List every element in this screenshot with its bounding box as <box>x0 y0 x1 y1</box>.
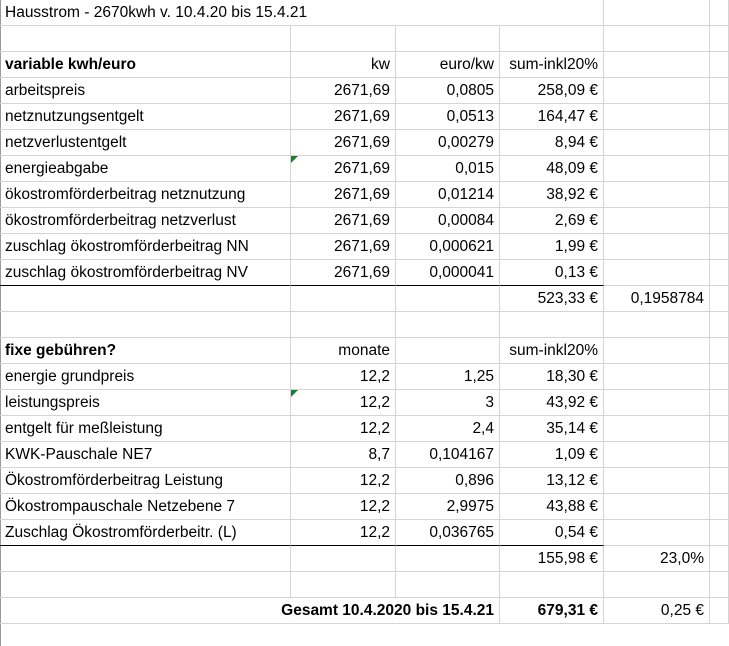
fixed-row <box>0 442 729 468</box>
cell-total-row-col4[interactable]: 0,25 € <box>604 598 710 624</box>
empty-row <box>0 312 729 338</box>
empty-cell[interactable] <box>396 26 500 52</box>
empty-cell[interactable] <box>500 572 604 598</box>
empty-cell[interactable] <box>291 0 396 26</box>
empty-cell[interactable] <box>604 338 710 364</box>
cell-fixed-row-col1[interactable]: 12,2 <box>291 390 396 416</box>
fixed-row <box>0 364 729 390</box>
cell-fixed-row-col2[interactable]: 0,104167 <box>396 442 500 468</box>
empty-cell[interactable] <box>291 26 396 52</box>
cell-variable-row-col1[interactable]: 2671,69 <box>291 208 396 234</box>
empty-cell[interactable] <box>291 286 396 312</box>
cell-fixed-header-row-col3[interactable]: sum-inkl20% <box>500 338 604 364</box>
empty-cell[interactable] <box>396 338 500 364</box>
cell-variable-row-col3[interactable]: 258,09 € <box>500 78 604 104</box>
fixed-row <box>0 520 729 546</box>
cell-variable-header-row-col2[interactable]: euro/kw <box>396 52 500 78</box>
cell-fixed-row-col3[interactable]: 13,12 € <box>500 468 604 494</box>
empty-cell[interactable] <box>604 390 710 416</box>
empty-cell[interactable] <box>710 52 729 78</box>
cell-variable-row-col0[interactable]: arbeitspreis <box>0 78 291 104</box>
empty-cell[interactable] <box>604 312 710 338</box>
cell-variable-row-col2[interactable]: 0,00279 <box>396 130 500 156</box>
empty-cell[interactable] <box>396 546 500 572</box>
variable-row <box>0 130 729 156</box>
cell-fixed-row-col2[interactable]: 0,896 <box>396 468 500 494</box>
cell-variable-row-col0[interactable]: ökostromförderbeitrag netzverlust <box>0 208 291 234</box>
empty-cell[interactable] <box>396 312 500 338</box>
cell-fixed-row-col0[interactable]: Zuschlag Ökostromförderbeitr. (L) <box>0 520 291 546</box>
cell-fixed-row-col3[interactable]: 1,09 € <box>500 442 604 468</box>
total-row <box>0 598 729 624</box>
cell-fixed-row-col0[interactable]: entgelt für meßleistung <box>0 416 291 442</box>
empty-cell[interactable] <box>604 520 710 546</box>
cell-variable-row-col2[interactable]: 0,0805 <box>396 78 500 104</box>
empty-cell[interactable] <box>396 286 500 312</box>
cell-variable-row-col0[interactable]: energieabgabe <box>0 156 291 182</box>
variable-row <box>0 234 729 260</box>
cell-variable-header-row-col0[interactable]: variable kwh/euro <box>0 52 291 78</box>
cell-variable-row-col3[interactable]: 8,94 € <box>500 130 604 156</box>
cell-total-row-col2[interactable]: Gesamt 10.4.2020 bis 15.4.21 <box>396 598 500 624</box>
cell-fixed-header-row-col1[interactable]: monate <box>291 338 396 364</box>
empty-cell[interactable] <box>710 234 729 260</box>
fixed-header-row <box>0 338 729 364</box>
empty-cell[interactable] <box>396 572 500 598</box>
empty-cell[interactable] <box>710 208 729 234</box>
cell-fixed-row-col3[interactable]: 43,88 € <box>500 494 604 520</box>
cell-variable-row-col2[interactable]: 0,015 <box>396 156 500 182</box>
cell-variable-row-col3[interactable]: 0,13 € <box>500 260 604 286</box>
empty-row <box>0 572 729 598</box>
fixed-row <box>0 494 729 520</box>
variable-row <box>0 260 729 286</box>
cell-fixed-row-col1[interactable]: 12,2 <box>291 520 396 546</box>
cell-variable-row-col1[interactable]: 2671,69 <box>291 104 396 130</box>
cell-fixed-row-col0[interactable]: Ökostrompauschale Netzebene 7 <box>0 494 291 520</box>
empty-cell[interactable] <box>604 364 710 390</box>
cell-fixed-row-col1[interactable]: 12,2 <box>291 494 396 520</box>
empty-cell[interactable] <box>710 520 729 546</box>
cell-variable-header-row-col1[interactable]: kw <box>291 52 396 78</box>
cell-fixed-header-row-col0[interactable]: fixe gebühren? <box>0 338 291 364</box>
cell-fixed-row-col2[interactable]: 2,4 <box>396 416 500 442</box>
empty-cell[interactable] <box>710 182 729 208</box>
empty-cell[interactable] <box>710 260 729 286</box>
cell-variable-row-col0[interactable]: ökostromförderbeitrag netznutzung <box>0 182 291 208</box>
cell-fixed-row-col3[interactable]: 0,54 € <box>500 520 604 546</box>
empty-cell[interactable] <box>604 156 710 182</box>
empty-cell[interactable] <box>710 156 729 182</box>
empty-cell[interactable] <box>710 598 729 624</box>
empty-cell[interactable] <box>500 312 604 338</box>
empty-cell[interactable] <box>0 598 291 624</box>
cell-variable-row-col3[interactable]: 38,92 € <box>500 182 604 208</box>
cell-variable-row-col1[interactable]: 2671,69 <box>291 78 396 104</box>
cell-variable-row-col3[interactable]: 164,47 € <box>500 104 604 130</box>
cell-fixed-sum-row-col3[interactable]: 155,98 € <box>500 546 604 572</box>
empty-cell[interactable] <box>604 26 710 52</box>
cell-fixed-row-col1[interactable]: 12,2 <box>291 468 396 494</box>
empty-cell[interactable] <box>0 546 291 572</box>
cell-title-row-col0[interactable]: Hausstrom - 2670kwh v. 10.4.20 bis 15.4.21 <box>0 0 291 26</box>
empty-cell[interactable] <box>604 0 710 26</box>
empty-cell[interactable] <box>710 390 729 416</box>
empty-cell[interactable] <box>710 442 729 468</box>
empty-cell[interactable] <box>396 0 500 26</box>
cell-fixed-row-col2[interactable]: 3 <box>396 390 500 416</box>
empty-cell[interactable] <box>710 26 729 52</box>
cell-fixed-row-col0[interactable]: KWK-Pauschale NE7 <box>0 442 291 468</box>
variable-row <box>0 182 729 208</box>
empty-cell[interactable] <box>604 416 710 442</box>
cell-fixed-row-col1[interactable]: 8,7 <box>291 442 396 468</box>
cell-variable-row-col2[interactable]: 0,000041 <box>396 260 500 286</box>
empty-cell[interactable] <box>710 572 729 598</box>
empty-cell[interactable] <box>0 286 291 312</box>
cell-fixed-row-col3[interactable]: 18,30 € <box>500 364 604 390</box>
empty-cell[interactable] <box>710 286 729 312</box>
cell-variable-row-col2[interactable]: 0,01214 <box>396 182 500 208</box>
cell-fixed-row-col2[interactable]: 0,036765 <box>396 520 500 546</box>
empty-cell[interactable] <box>500 26 604 52</box>
cell-fixed-row-col1[interactable]: 12,2 <box>291 416 396 442</box>
cell-variable-row-col1[interactable]: 2671,69 <box>291 234 396 260</box>
empty-cell[interactable] <box>291 572 396 598</box>
cell-variable-row-col3[interactable]: 48,09 € <box>500 156 604 182</box>
empty-cell[interactable] <box>604 182 710 208</box>
variable-row <box>0 78 729 104</box>
empty-cell[interactable] <box>604 572 710 598</box>
empty-cell[interactable] <box>604 234 710 260</box>
empty-cell[interactable] <box>500 0 604 26</box>
fixed-row <box>0 468 729 494</box>
cell-fixed-row-col1[interactable]: 12,2 <box>291 364 396 390</box>
cell-variable-row-col0[interactable]: zuschlag ökostromförderbeitrag NV <box>0 260 291 286</box>
cell-variable-row-col0[interactable]: netzverlustentgelt <box>0 130 291 156</box>
empty-cell[interactable] <box>710 494 729 520</box>
empty-cell[interactable] <box>0 572 291 598</box>
empty-cell[interactable] <box>291 312 396 338</box>
empty-cell[interactable] <box>710 546 729 572</box>
cell-variable-row-col3[interactable]: 2,69 € <box>500 208 604 234</box>
variable-row <box>0 104 729 130</box>
empty-cell[interactable] <box>0 312 291 338</box>
variable-row <box>0 208 729 234</box>
empty-cell[interactable] <box>710 78 729 104</box>
title-row <box>0 0 729 26</box>
empty-cell[interactable] <box>710 0 729 26</box>
cell-variable-sum-row-col3[interactable]: 523,33 € <box>500 286 604 312</box>
empty-cell[interactable] <box>710 416 729 442</box>
empty-cell[interactable] <box>604 442 710 468</box>
cell-variable-row-col3[interactable]: 1,99 € <box>500 234 604 260</box>
empty-cell[interactable] <box>604 130 710 156</box>
cell-fixed-row-col0[interactable]: leistungspreis <box>0 390 291 416</box>
empty-cell[interactable] <box>710 468 729 494</box>
empty-cell[interactable] <box>0 26 291 52</box>
cell-variable-row-col1[interactable]: 2671,69 <box>291 260 396 286</box>
variable-row <box>0 156 729 182</box>
variable-header-row <box>0 52 729 78</box>
empty-cell[interactable] <box>710 104 729 130</box>
empty-cell[interactable] <box>710 130 729 156</box>
cell-fixed-row-col2[interactable]: 2,9975 <box>396 494 500 520</box>
empty-cell[interactable] <box>604 260 710 286</box>
cell-total-row-col3[interactable]: 679,31 € <box>500 598 604 624</box>
cell-variable-header-row-col3[interactable]: sum-inkl20% <box>500 52 604 78</box>
cell-variable-row-col2[interactable]: 0,0513 <box>396 104 500 130</box>
fixed-sum-row <box>0 546 729 572</box>
cell-fixed-row-col2[interactable]: 1,25 <box>396 364 500 390</box>
fixed-row <box>0 416 729 442</box>
cell-fixed-row-col0[interactable]: energie grundpreis <box>0 364 291 390</box>
cell-variable-row-col0[interactable]: zuschlag ökostromförderbeitrag NN <box>0 234 291 260</box>
cell-variable-row-col0[interactable]: netznutzungsentgelt <box>0 104 291 130</box>
variable-sum-row <box>0 286 729 312</box>
cell-variable-row-col2[interactable]: 0,00084 <box>396 208 500 234</box>
cell-fixed-row-col3[interactable]: 35,14 € <box>500 416 604 442</box>
empty-cell[interactable] <box>710 338 729 364</box>
cell-variable-row-col1[interactable]: 2671,69 <box>291 130 396 156</box>
cell-fixed-row-col3[interactable]: 43,92 € <box>500 390 604 416</box>
empty-cell[interactable] <box>604 208 710 234</box>
cell-variable-row-col1[interactable]: 2671,69 <box>291 156 396 182</box>
cell-fixed-row-col0[interactable]: Ökostromförderbeitrag Leistung <box>0 468 291 494</box>
cell-variable-sum-row-col4[interactable]: 0,1958784 <box>604 286 710 312</box>
empty-cell[interactable] <box>604 494 710 520</box>
cell-variable-row-col1[interactable]: 2671,69 <box>291 182 396 208</box>
empty-row <box>0 26 729 52</box>
empty-cell[interactable] <box>710 312 729 338</box>
empty-cell[interactable] <box>604 78 710 104</box>
empty-cell[interactable] <box>710 364 729 390</box>
empty-cell[interactable] <box>604 52 710 78</box>
cell-variable-row-col2[interactable]: 0,000621 <box>396 234 500 260</box>
empty-cell[interactable] <box>291 546 396 572</box>
fixed-row <box>0 390 729 416</box>
empty-cell[interactable] <box>604 104 710 130</box>
cell-fixed-sum-row-col4[interactable]: 23,0% <box>604 546 710 572</box>
empty-cell[interactable] <box>604 468 710 494</box>
